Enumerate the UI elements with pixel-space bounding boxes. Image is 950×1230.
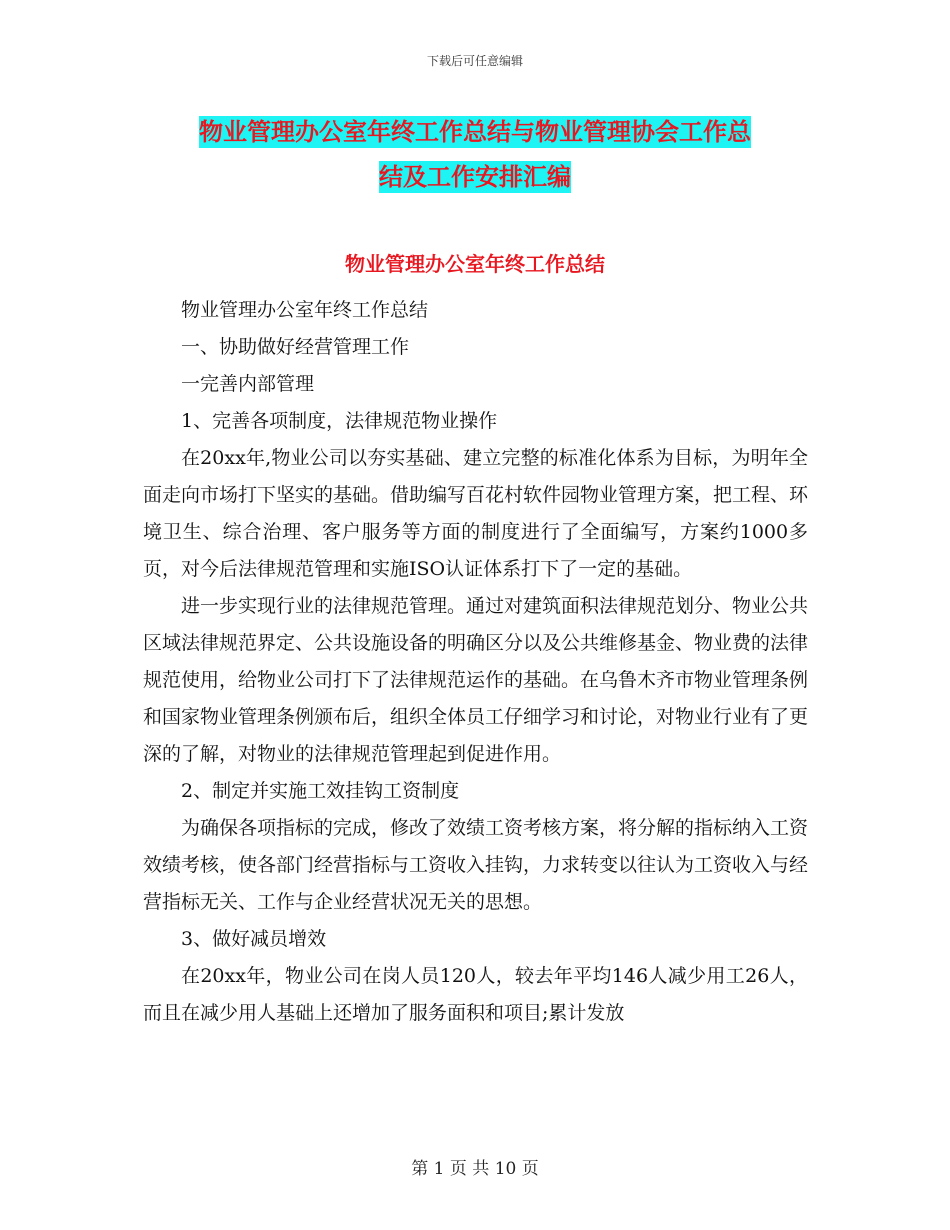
page-number: 第 1 页 共 10 页 — [411, 1159, 539, 1179]
page-header-note: 下载后可任意编辑 — [426, 54, 523, 68]
paragraph: 一、协助做好经营管理工作 — [181, 336, 410, 358]
paragraph: 为确保各项指标的完成，修改了效绩工资考核方案，将分解的指标纳入工资效绩考核，使各部门经营指标与工资收入挂钩，力求转变以往认为工资收入与经营指标无关、工作与企业经营状况无关的思想。 — [143, 817, 809, 913]
document-title-line2: 结及工作安排汇编 — [379, 163, 571, 191]
section-title: 物业管理办公室年终工作总结 — [345, 252, 605, 276]
document-title — [0, 110, 950, 200]
paragraph: 进一步实现行业的法律规范管理。通过对建筑面积法律规范划分、物业公共区域法律规范界定、公共设施设备的明确区分以及公共维修基金、物业费的法律规范使用，给物业公司打下了法律规范运作的基础。在乌鲁木齐市物业管理条例和国家物业管理条例颁布后，组织全体员工仔细学习和讨论，对物业行业有了更深的了解，对物业的法律规范管理起到促进作用。 — [143, 595, 809, 765]
paragraph: 在20xx年，物业公司在岗人员120人，较去年平均146人减少用工26人，而且在减少用人基础上还增加了服务面积和项目;累计发放 — [143, 965, 808, 1024]
paragraph: 物业管理办公室年终工作总结 — [181, 299, 429, 321]
paragraph: 一完善内部管理 — [181, 373, 315, 395]
paragraph: 3、做好减员增效 — [181, 928, 327, 950]
document-body — [143, 292, 808, 1032]
paragraph: 2、制定并实施工效挂钩工资制度 — [181, 780, 460, 802]
document-title-line1: 物业管理办公室年终工作总结与物业管理协会工作总 — [199, 118, 751, 146]
paragraph: 1、完善各项制度，法律规范物业操作 — [181, 410, 498, 432]
paragraph: 在20xx年,物业公司以夯实基础、建立完整的标准化体系为目标，为明年全面走向市场打下坚实的基础。借助编写百花村软件园物业管理方案，把工程、环境卫生、综合治理、客户服务等方面的制度进行了全面编写，方案约1000多页，对今后法律规范管理和实施ISO认证体系打下了一定的基础。 — [143, 447, 809, 580]
